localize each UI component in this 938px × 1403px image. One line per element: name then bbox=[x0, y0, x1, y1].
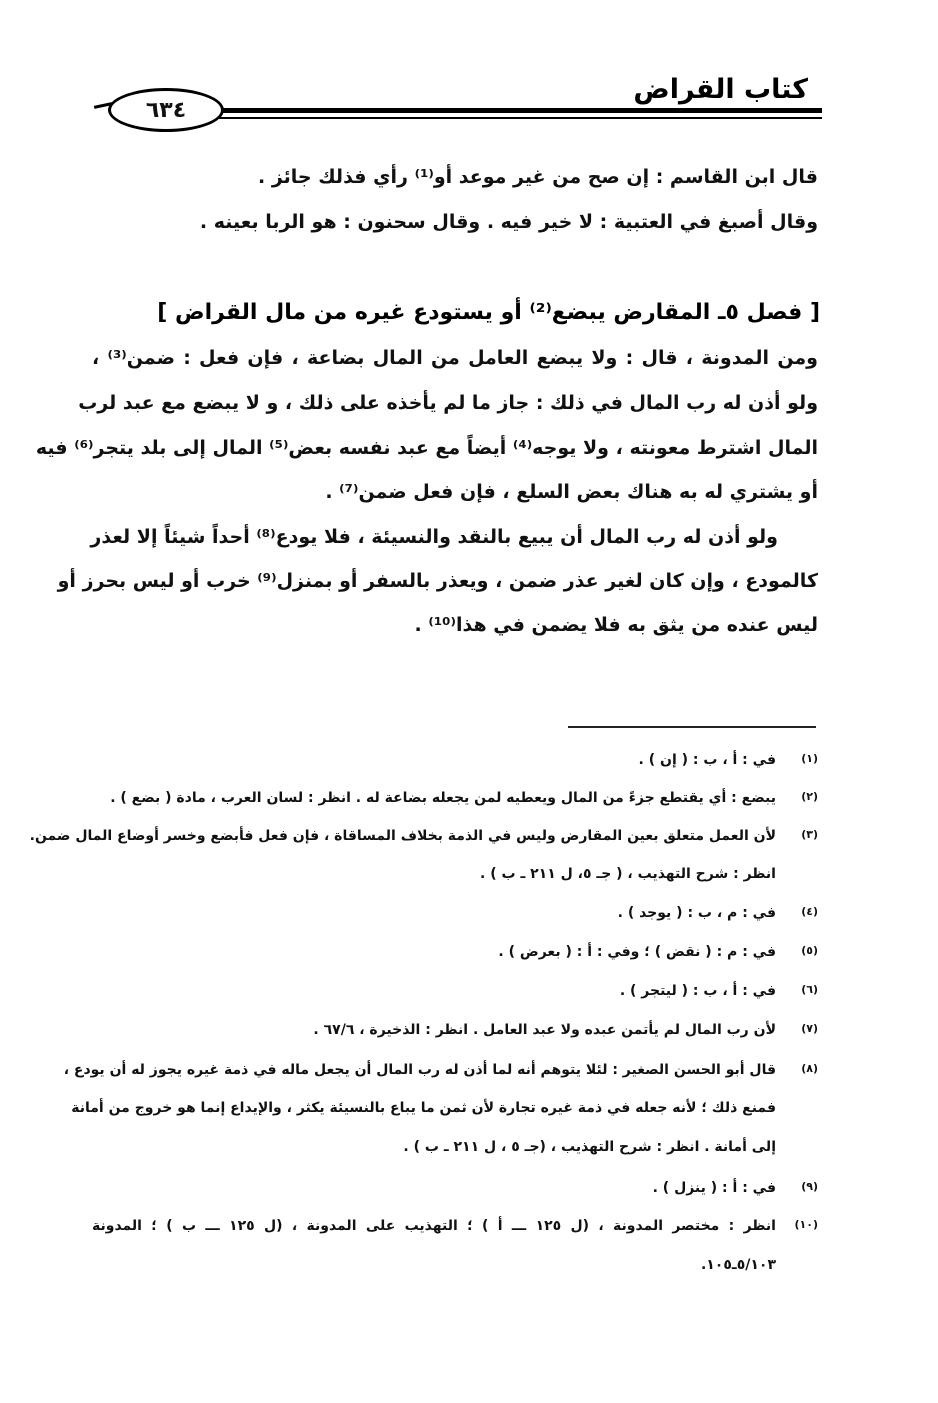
footnote-number: (٦) bbox=[801, 983, 818, 996]
footnote-text: ٥/١٠٣ـ١٠٥. bbox=[700, 1257, 776, 1273]
footnote-text: انظر : مختصر المدونة ، (ل ١٢٥ ـــ أ ) ؛ التهذيب على المدونة ، (ل ١٢٥ ـــ ب ) ؛ المدونة bbox=[92, 1218, 776, 1234]
footnote-text: في : أ ، ب : ( إن ) . bbox=[638, 752, 776, 768]
footnote-text: في : أ : ( ينزل ) . bbox=[652, 1180, 776, 1196]
footnote-number: (٩) bbox=[801, 1180, 818, 1193]
footnote-text: إلى أمانة . انظر : شرح التهذيب ، (جـ ٥ ، ل ٢١١ ـ ب ) . bbox=[403, 1139, 776, 1155]
footnote-text: قال أبو الحسن الصغير : لئلا يتوهم أنه لما أذن له رب المال أن يجعل ماله في ذمة غيره يجوز له أن يودع ، bbox=[63, 1062, 776, 1078]
body-line: كالمودع ، وإن كان لغير عذر ضمن ، ويعذر بالسفر أو بمنزل⁽⁹⁾ خرب أو ليس بحرز أو bbox=[57, 570, 818, 592]
footnote-text: يبضع : أي يقتطع جزءً من المال ويعطيه لمن يجعله بضاعة له . انظر : لسان العرب ، مادة ( بضع ) . bbox=[110, 790, 776, 806]
header-rule bbox=[188, 108, 822, 113]
footnote-number: (٧) bbox=[801, 1022, 818, 1035]
body-line: ليس عنده من يثق به فلا يضمن في هذا⁽¹⁰⁾ . bbox=[414, 614, 818, 636]
footnote-text: فمنع ذلك ؛ لأنه جعله في ذمة غيره تجارة لأن ثمن ما يباع بالنسيئة يكثر ، والإيداع إنما هو خروج من أمانة bbox=[71, 1100, 776, 1116]
body-line: المال اشترط معونته ، ولا يوجه⁽⁴⁾ أيضاً مع عبد نفسه بعض⁽⁵⁾ المال إلى بلد يتجر⁽⁶⁾ فيه bbox=[35, 437, 818, 459]
section-heading: [ فصل ٥ـ المقارض يبضع⁽²⁾ أو يستودع غيره من مال القراض ] bbox=[157, 300, 820, 325]
page-header bbox=[88, 68, 828, 138]
footnote-number: (٤) bbox=[801, 905, 818, 918]
footnote-text: في : م : ( نقض ) ؛ وفي : أ : ( بعرض ) . bbox=[498, 944, 776, 960]
page-number-oval bbox=[108, 88, 224, 132]
footnote-text: لأن رب المال لم يأتمن عبده ولا عبد العامل . انظر : الذخيرة ، ٦٧/٦ . bbox=[313, 1022, 776, 1038]
footnote-number: (٣) bbox=[801, 828, 818, 841]
footnote-text: في : أ ، ب : ( ليتجر ) . bbox=[619, 983, 776, 999]
footnote-number: (١) bbox=[801, 752, 818, 765]
footnote-text: انظر : شرح التهذيب ، ( جـ ٥، ل ٢١١ ـ ب ) . bbox=[480, 866, 776, 882]
footnote-number: (١٠) bbox=[794, 1218, 818, 1231]
page-number: ٦٣٤ bbox=[145, 97, 187, 123]
footnote-number: (٢) bbox=[801, 790, 818, 803]
body-line: ولو أذن له رب المال أن يبيع بالنقد والنسيئة ، فلا يودع⁽⁸⁾ أحداً شيئاً إلا لعذر bbox=[90, 526, 778, 548]
header-rule-thin bbox=[188, 117, 822, 119]
body-line: ولو أذن له رب المال في ذلك : جاز ما لم يأخذه على ذلك ، و لا يبضع مع عبد لرب bbox=[78, 392, 818, 414]
body-line: أو يشتري له به هناك بعض السلع ، فإن فعل ضمن⁽⁷⁾ . bbox=[325, 481, 818, 503]
body-line: وقال أصبغ في العتبية : لا خير فيه . وقال سحنون : هو الربا بعينه . bbox=[199, 211, 818, 233]
book-title: كتاب القراض bbox=[633, 74, 808, 105]
footnote-number: (٨) bbox=[801, 1062, 818, 1075]
footnote-separator bbox=[568, 726, 816, 728]
footnote-number: (٥) bbox=[801, 944, 818, 957]
body-line: قال ابن القاسم : إن صح من غير موعد أو⁽¹⁾ رأي فذلك جائز . bbox=[258, 166, 818, 188]
footnote-text: لأن العمل متعلق بعين المقارض وليس في الذمة بخلاف المساقاة ، فإن فعل فأبضع وخسر أوضاع المال ضمن. bbox=[29, 828, 776, 844]
footnote-text: في : م ، ب : ( يوجد ) . bbox=[617, 905, 776, 921]
body-line: ومن المدونة ، قال : ولا يبضع العامل من المال بضاعة ، فإن فعل : ضمن⁽³⁾ ، bbox=[92, 347, 818, 369]
